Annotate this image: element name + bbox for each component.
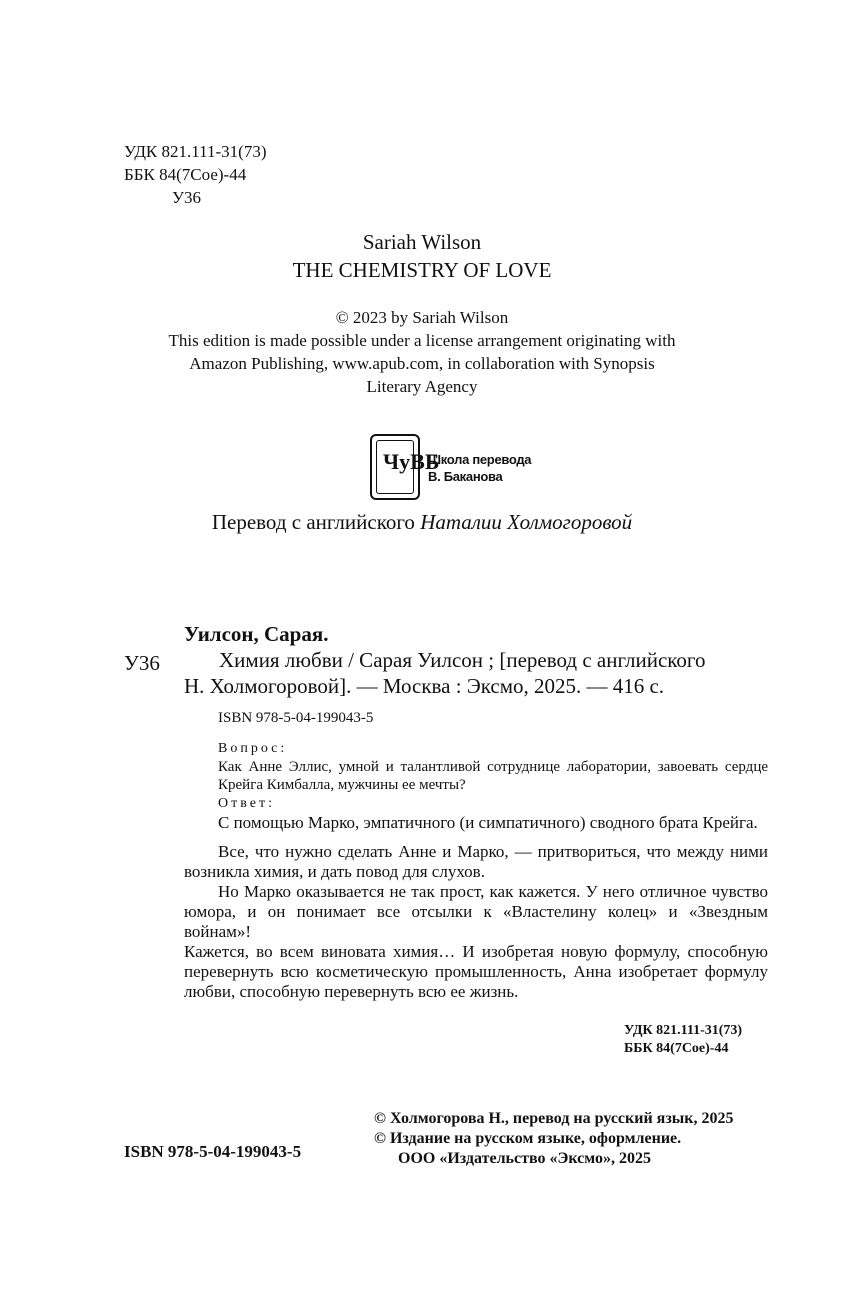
logo-line-1: Школа перевода [428, 452, 532, 467]
logo-emblem-icon [370, 434, 440, 500]
translation-school-logo [370, 434, 540, 504]
bib-description [184, 647, 768, 699]
translator-prefix: Перевод с английского [211, 510, 421, 534]
copyright-ru-line: ООО «Издательство «Эксмо», 2025 [398, 1150, 651, 1167]
original-title: THE CHEMISTRY OF LOVE [292, 258, 552, 282]
copyright-line: Literary Agency [366, 377, 478, 396]
bib-author: Уилсон, Сарая. [184, 622, 329, 646]
copyright-ru-line: © Издание на русском языке, оформление. [374, 1130, 682, 1147]
question-label: Вопрос: [218, 741, 288, 756]
question-text: Как Анне Эллис, умной и талантливой сотруднице лаборатории, завоевать сердце Крейга Кимбалла, мужчины ее мечты? [218, 759, 768, 793]
author-mark: У36 [172, 188, 202, 207]
logo-caption [428, 451, 531, 485]
original-copyright [0, 306, 844, 398]
udk-code: УДК 821.111-31(73) [124, 142, 267, 161]
annotation [184, 739, 768, 1002]
bib-desc-line-2: Н. Холмогоровой]. — Москва : Эксмо, 2025. — 416 с. [184, 674, 665, 698]
isbn-bottom: ISBN 978-5-04-199043-5 [124, 1142, 302, 1161]
bbk-code-bottom: ББК 84(7Сое)-44 [624, 1041, 729, 1056]
answer-label: Ответ: [218, 796, 275, 811]
udk-block-top [124, 140, 266, 209]
udk-code-bottom: УДК 821.111-31(73) [624, 1023, 743, 1038]
copyright-ru-line: © Холмогорова Н., перевод на русский язык, 2025 [374, 1110, 734, 1127]
russian-copyright [374, 1109, 733, 1169]
copyright-line: This edition is made possible under a license arrangement originating with [168, 331, 676, 350]
bib-desc-line-1: Химия любви / Сарая Уилсон ; [перевод с английского [219, 648, 706, 672]
logo-mark-text: ЧуВБ [383, 449, 440, 474]
bib-isbn: ISBN 978-5-04-199043-5 [218, 710, 374, 726]
annotation-paragraph-3: Кажется, во всем виновата химия… И изобретая новую формулу, способную перевернуть всю косметическую промышленность, Анна изобретает формулу любви, способную перевернуть всю ее жизнь. [184, 942, 768, 1001]
logo-line-2: В. Баканова [428, 469, 503, 484]
translator-credit [0, 508, 844, 536]
udk-block-bottom [624, 1022, 742, 1058]
annotation-paragraph-2: Но Марко оказывается не так прост, как кажется. У него отличное чувство юмора, и он понимает все отсылки к «Властелину колец» и «Звездным войнам»! [184, 882, 768, 941]
bib-author-mark: У36 [124, 651, 160, 675]
translator-name: Наталии Холмогоровой [420, 510, 633, 534]
copyright-line: © 2023 by Sariah Wilson [335, 308, 509, 327]
annotation-paragraph-1: Все, что нужно сделать Анне и Марко, — притвориться, что между ними возникла химия, и дать повод для слухов. [184, 842, 768, 881]
bbk-code: ББК 84(7Сое)-44 [124, 165, 247, 184]
original-author: Sariah Wilson [362, 230, 482, 254]
copyright-line: Amazon Publishing, www.apub.com, in collaboration with Synopsis [189, 354, 655, 373]
answer-text: С помощью Марко, эмпатичного (и симпатичного) сводного брата Крейга. [218, 813, 758, 832]
